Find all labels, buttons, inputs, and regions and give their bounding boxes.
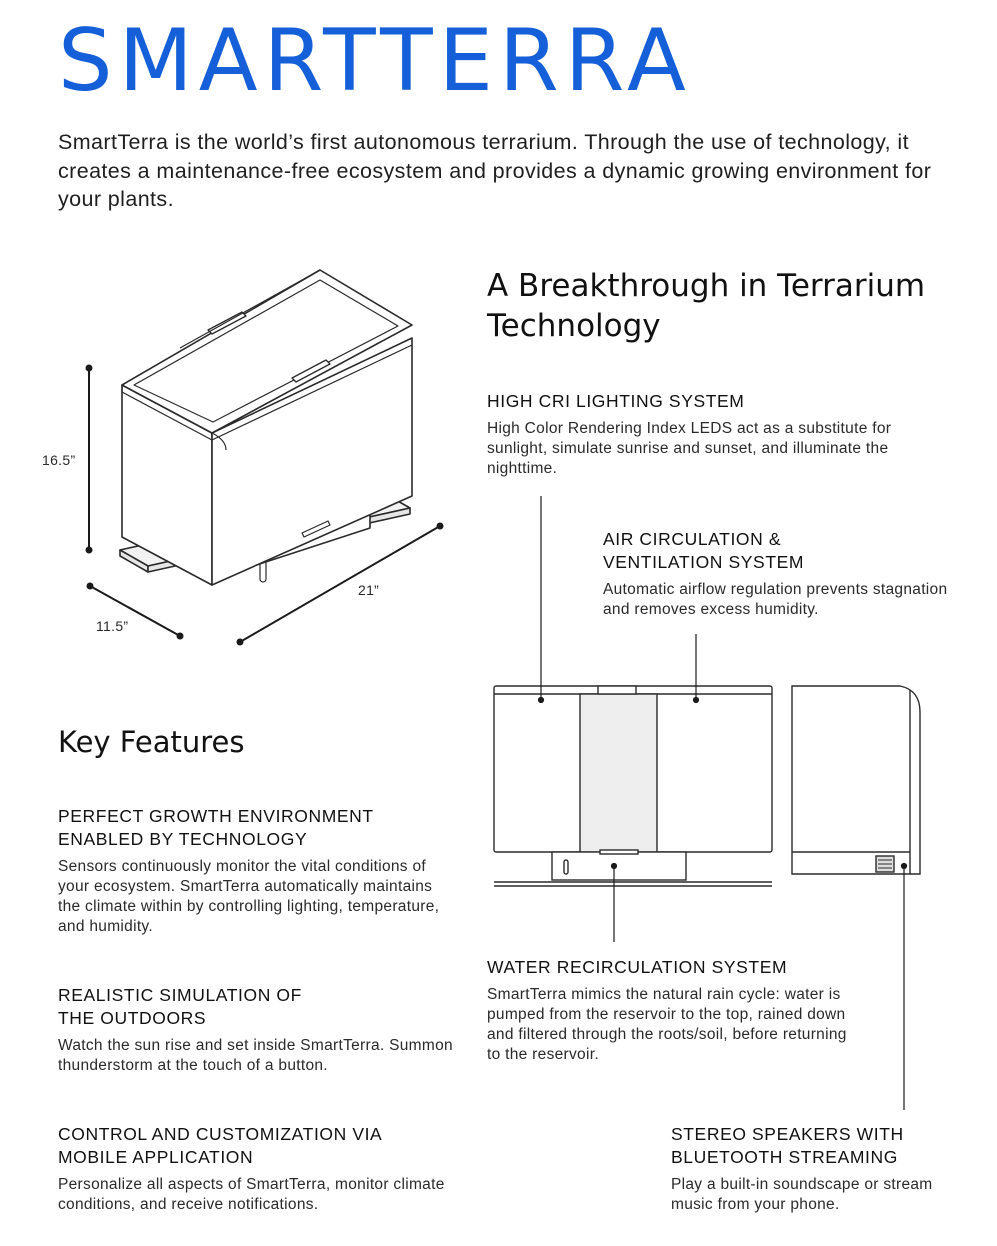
feature-description: Watch the sun rise and set inside SmartTerra. Summon thunderstorm at the touch of a button. [58,1037,453,1074]
feature-description: Personalize all aspects of SmartTerra, monitor climate conditions, and receive notifications. [58,1176,445,1213]
key-feature-item [58,1123,458,1215]
key-features-heading: Key Features [58,725,245,759]
feature-title: AIR CIRCULATION & VENTILATION SYSTEM [603,529,805,572]
breakthrough-heading: A Breakthrough in Terrarium Technology [487,268,926,344]
feature-title: HIGH CRI LIGHTING SYSTEM [487,391,745,411]
feature-description: High Color Rendering Index LEDS act as a substitute for sunlight, simulate sunrise and sunset, and illuminate the nighttime. [487,420,892,477]
feature-title: WATER RECIRCULATION SYSTEM [487,957,788,977]
feature-description: Sensors continuously monitor the vital conditions of your ecosystem. SmartTerra automatically maintains the climate within by controlling lighting, temperature, and humidity. [58,858,440,935]
depth-dimension-label: 11.5” [96,618,129,634]
feature-description: Play a built-in soundscape or stream music from your phone. [671,1176,933,1213]
feature-title: CONTROL AND CUSTOMIZATION VIA MOBILE APPLICATION [58,1124,382,1167]
key-feature-item [58,984,458,1076]
feature-lighting [487,390,937,479]
intro-paragraph: SmartTerra is the world’s first autonomous terrarium. Through the use of technology, it creates a maintenance-free ecosystem and provides a dynamic growing environment for your plants. [58,130,932,211]
brand-title: SMARTTERRA [58,11,692,111]
feature-description: Automatic airflow regulation prevents stagnation and removes excess humidity. [603,581,948,618]
width-dimension-label: 21” [358,582,380,598]
key-feature-item [58,805,458,937]
height-dimension-label: 16.5” [42,452,76,468]
isometric-product-illustration [30,250,460,650]
feature-water [487,956,857,1065]
feature-speakers [671,1123,951,1215]
feature-title: REALISTIC SIMULATION OF THE OUTDOORS [58,985,302,1028]
feature-title: STEREO SPEAKERS WITH BLUETOOTH STREAMING [671,1124,904,1167]
feature-title: PERFECT GROWTH ENVIRONMENT ENABLED BY TECHNOLOGY [58,806,374,849]
feature-description: SmartTerra mimics the natural rain cycle: water is pumped from the reservoir to the top, rained down and filtered through the roots/soil, before returning to the reservoir. [487,986,847,1063]
